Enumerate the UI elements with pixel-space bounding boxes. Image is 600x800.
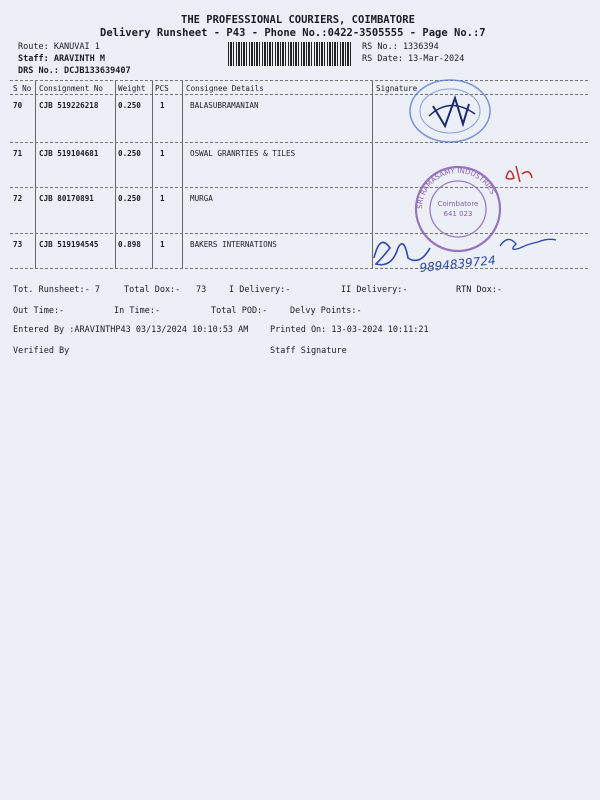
separator (152, 81, 153, 268)
row-consignment: CJB 519104681 (39, 149, 99, 158)
row-consignee: MURGA (190, 194, 213, 203)
row-consignee: BALASUBRAMANIAN (190, 101, 259, 110)
col-pcs: PCS (155, 84, 169, 93)
row-consignment: CJB 519194545 (39, 240, 99, 249)
row-pcs: 1 (160, 194, 165, 203)
col-sno: S No (13, 84, 32, 93)
entered-by: Entered By :ARAVINTHP43 03/13/2024 10:10:53 AM (13, 325, 249, 335)
row-consignment: CJB 80170891 (39, 194, 94, 203)
out-time: Out Time:- (13, 306, 65, 316)
total-dox: Total Dox:- (124, 285, 181, 295)
row-consignee: OSWAL GRANRTIES & TILES (190, 149, 296, 158)
row-consignee: BAKERS INTERNATIONS (190, 240, 277, 249)
runsheet-title: Delivery Runsheet - P43 - Phone No.:0422-3505555 - Page No.:7 (100, 27, 486, 39)
col-signature: Signature (376, 84, 418, 93)
barcode (228, 42, 353, 66)
row-sno: 71 (13, 149, 23, 158)
row-pcs: 1 (160, 240, 165, 249)
blue-stamp (405, 76, 495, 146)
separator (35, 81, 36, 268)
separator (115, 81, 116, 268)
company-name: THE PROFESSIONAL COURIERS, COIMBATORE (181, 14, 415, 26)
row-sno: 70 (13, 101, 23, 110)
table-top-line (10, 80, 588, 81)
row-weight: 0.250 (118, 149, 141, 158)
svg-text:9894839724: 9894839724 (418, 253, 497, 275)
col-consignee: Consignee Details (186, 84, 264, 93)
row-sno: 73 (13, 240, 23, 249)
rs-date: RS Date: 13-Mar-2024 (362, 54, 465, 64)
total-dox-value: 73 (196, 285, 207, 295)
delvy-points: Delvy Points:- (290, 306, 362, 316)
drs-number: DRS No.: DCJB133639407 (18, 66, 131, 76)
svg-text:641 023: 641 023 (443, 210, 473, 218)
tot-runsheet: Tot. Runsheet:- 7 (13, 285, 100, 295)
svg-text:SRI RAMASAMY INDUSTRIES: SRI RAMASAMY INDUSTRIES (415, 166, 497, 210)
row-weight: 0.250 (118, 101, 141, 110)
ii-delivery: II Delivery:- (341, 285, 408, 295)
staff-signature: Staff Signature (270, 346, 347, 356)
row-consignment: CJB 519226218 (39, 101, 99, 110)
printed-on: Printed On: 13-03-2024 10:11:21 (270, 325, 429, 335)
row-pcs: 1 (160, 149, 165, 158)
row-pcs: 1 (160, 101, 165, 110)
rs-number: RS No.: 1336394 (362, 42, 439, 52)
verified-by: Verified By (13, 346, 70, 356)
row-sno: 72 (13, 194, 23, 203)
total-pod: Total POD:- (211, 306, 268, 316)
separator (182, 81, 183, 268)
row-line (10, 142, 588, 143)
receiver-signature (368, 228, 568, 283)
col-weight: Weight (118, 84, 146, 93)
handwritten-dc-note (502, 160, 536, 186)
in-time: In Time:- (114, 306, 161, 316)
i-delivery: I Delivery:- (229, 285, 291, 295)
header-bottom-line (10, 94, 588, 95)
staff: Staff: ARAVINTH M (18, 54, 105, 64)
row-weight: 0.898 (118, 240, 141, 249)
svg-text:Coimbatore: Coimbatore (437, 200, 479, 208)
route: Route: KANUVAI 1 (18, 42, 100, 52)
row-weight: 0.250 (118, 194, 141, 203)
col-consignment: Consignment No (39, 84, 104, 93)
rtn-dox: RTN Dox:- (456, 285, 503, 295)
